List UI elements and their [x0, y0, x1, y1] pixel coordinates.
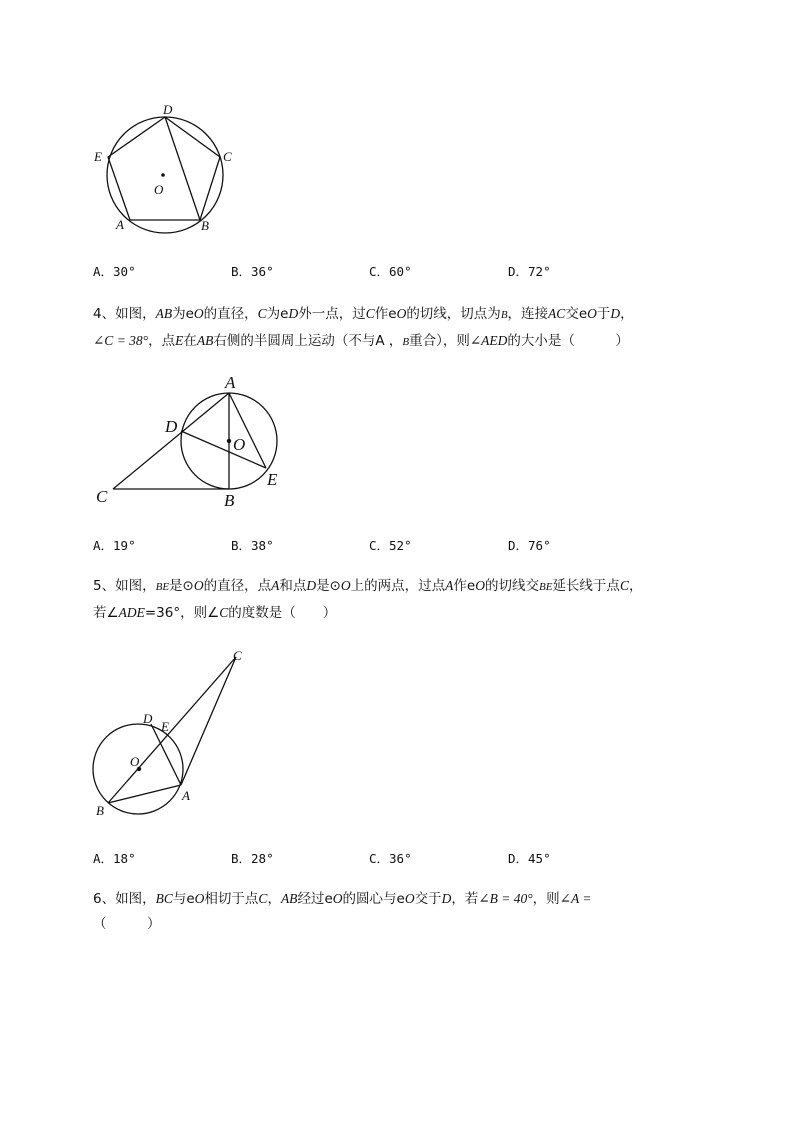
q5-option-a[interactable]: A．18°: [93, 851, 136, 866]
q5-label-E: E: [161, 719, 169, 734]
q4-figure: [90, 370, 300, 515]
q4-option-d[interactable]: D．76°: [508, 538, 551, 553]
q3-option-a[interactable]: A．30°: [93, 264, 136, 279]
q4-line-1: 4、如图，AB为eO的直径，C为eD外一点，过C作eO的切线，切点为B，连接AC交eO于D，: [93, 306, 634, 322]
q4-label-B: B: [224, 491, 235, 510]
q4-label-C: C: [96, 487, 108, 506]
q5-option-b[interactable]: B．28°: [231, 851, 274, 866]
q3-figure-svg: [90, 100, 240, 240]
q3-option-c[interactable]: C．60°: [369, 264, 412, 279]
q3-option-b[interactable]: B．36°: [231, 264, 274, 279]
q4-stem: [93, 301, 733, 355]
q4-line-CA: [113, 393, 229, 489]
q4-line-2: ∠C = 38°，点E在AB右侧的半圆周上运动（不与A ，B重合），则∠AED的大小是（ ）: [93, 333, 629, 349]
q4-label-E: E: [267, 470, 278, 489]
q3-option-d[interactable]: D．72°: [508, 264, 551, 279]
q5-figure: [88, 645, 258, 825]
q4-center-point: [227, 439, 231, 443]
q3-label-A: A: [116, 217, 124, 232]
q6-line-2: （ ）: [93, 916, 161, 932]
q5-option-c[interactable]: C．36°: [369, 851, 412, 866]
q5-line-2: 若∠ADE=36°，则∠C的度数是（ ）: [93, 605, 337, 621]
q5-label-A: A: [182, 788, 190, 803]
q5-option-d[interactable]: D．45°: [508, 851, 551, 866]
q5-label-O: O: [130, 754, 140, 769]
q3-figure: [90, 100, 240, 240]
q5-line-1: 5、如图，BE是⊙O的直径，点A和点D是⊙O上的两点，过点A作eO的切线交BE延长线于点C，: [93, 578, 643, 594]
q4-label-A: A: [225, 373, 236, 392]
q3-label-B: B: [201, 218, 209, 233]
q6-line-1: 6、如图，BC与eO相切于点C，AB经过eO的圆心与eO交于D，若∠B = 40°，则∠A =: [93, 891, 592, 907]
q4-label-O: O: [233, 435, 246, 454]
q3-label-C: C: [223, 149, 232, 164]
q5-tangent-AC: [181, 657, 236, 785]
q4-label-D: D: [165, 417, 178, 436]
q5-label-C: C: [233, 648, 242, 663]
q6-stem: [93, 886, 733, 937]
q3-center-point: [161, 173, 165, 177]
q5-line-BC: [108, 657, 236, 803]
q3-label-E: E: [94, 149, 102, 164]
q4-option-a[interactable]: A．19°: [93, 538, 136, 553]
q4-figure-svg: [90, 370, 300, 515]
q4-option-c[interactable]: C．52°: [369, 538, 412, 553]
q5-label-B: B: [96, 803, 104, 818]
q3-circle: [107, 117, 223, 233]
q3-diagonal-DB: [165, 117, 200, 220]
q3-label-O: O: [154, 182, 164, 197]
q3-label-D: D: [163, 102, 173, 117]
q4-option-b[interactable]: B．38°: [231, 538, 274, 553]
q5-figure-svg: [88, 645, 258, 825]
q5-stem: [93, 573, 733, 626]
q5-label-D: D: [143, 711, 153, 726]
q4-line-DE: [181, 431, 266, 468]
